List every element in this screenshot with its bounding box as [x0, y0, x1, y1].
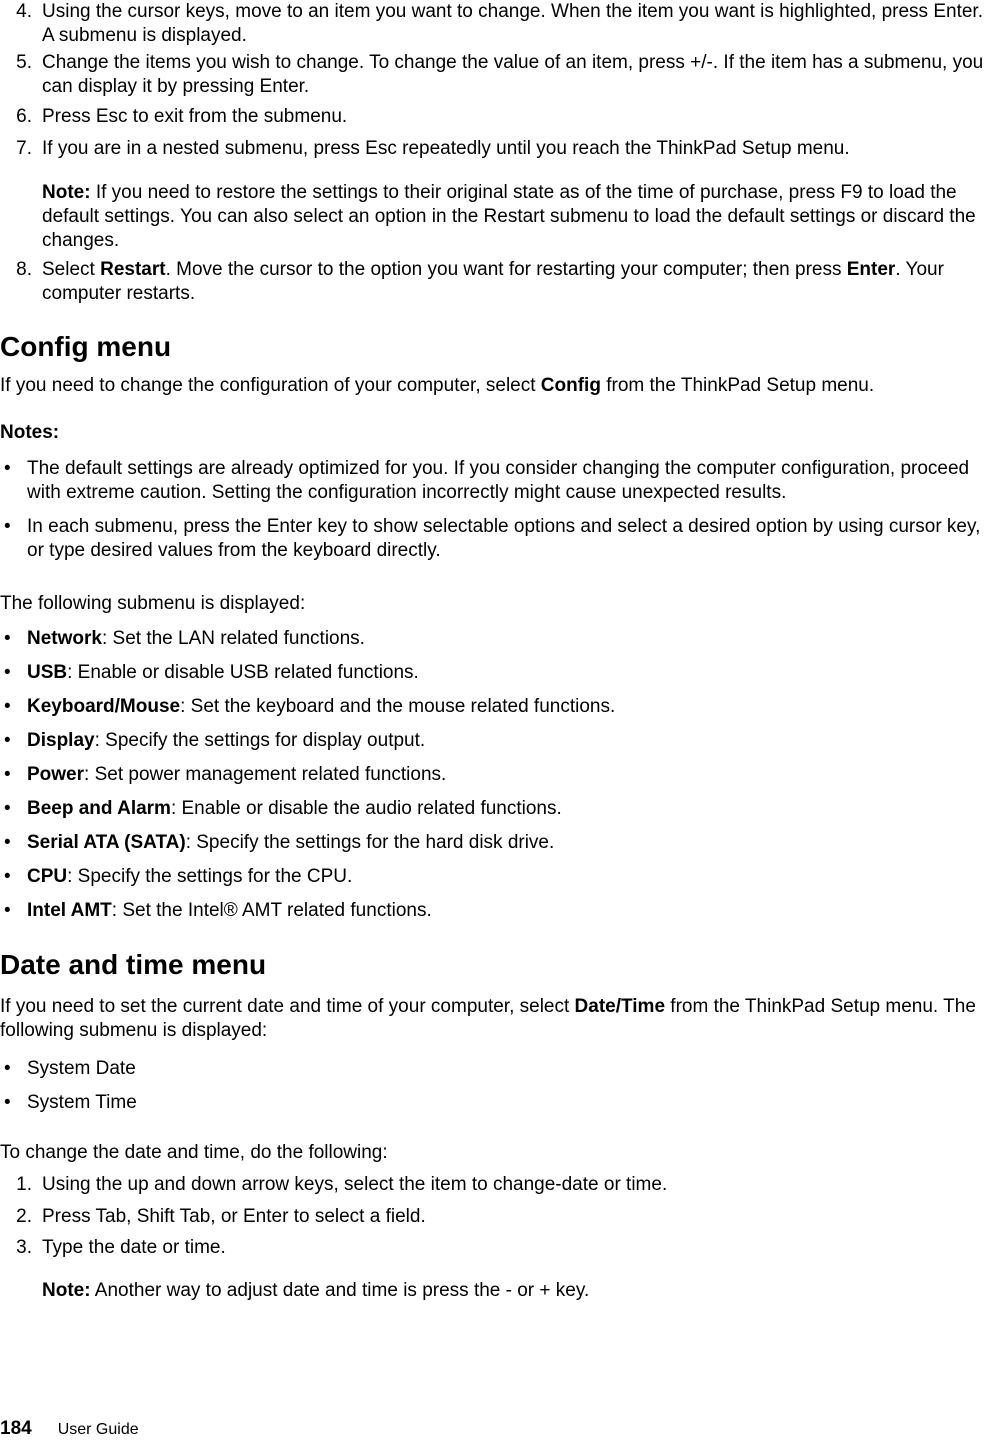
page-number: 184: [0, 1418, 32, 1439]
bullet-dot: •: [4, 866, 11, 887]
submenu-intro: The following submenu is displayed:: [0, 593, 306, 614]
submenu-item-text: [27, 831, 995, 855]
bullet-dot: •: [4, 458, 11, 479]
step-number: 1.: [16, 1174, 32, 1195]
submenu-item-text: [27, 695, 995, 719]
section-heading-datetime: Date and time menu: [0, 949, 267, 980]
bullet-dot: •: [4, 764, 11, 785]
submenu-item-text: [27, 627, 995, 651]
submenu-desc: : Specify the settings for the CPU.: [67, 866, 353, 887]
bullet-dot: •: [4, 1092, 11, 1113]
step-text: Press Tab, Shift Tab, or Enter to select a field.: [42, 1206, 426, 1227]
submenu-item-text: [27, 797, 995, 821]
step-number: 7.: [16, 138, 32, 159]
bullet-text: In each submenu, press the Enter key to show selectable options and select a desired option by using cursor key, or type desired values from the keyboard directly.: [27, 516, 981, 561]
submenu-desc: : Set the LAN related functions.: [101, 628, 365, 649]
bullet-dot: •: [4, 900, 11, 921]
submenu-name: Keyboard/Mouse: [27, 696, 181, 717]
bullet-dot: •: [4, 1058, 11, 1079]
note-label: Note:: [42, 1280, 91, 1301]
submenu-desc: : Enable or disable the audio related functions.: [170, 798, 562, 819]
submenu-name: Display: [27, 730, 95, 751]
submenu-item-text: [27, 899, 995, 923]
submenu-desc: : Specify the settings for display output.: [94, 730, 426, 751]
step-text-part: . Your computer restarts.: [42, 259, 944, 304]
config-intro: [0, 374, 995, 398]
submenu-desc: : Specify the settings for the hard disk drive.: [185, 832, 555, 853]
note-block: [42, 1279, 995, 1303]
intro-text: If you need to change the configuration of your computer, select: [0, 375, 541, 396]
submenu-name: CPU: [27, 866, 68, 887]
submenu-name: Network: [27, 628, 102, 649]
page-footer: [0, 1418, 139, 1441]
submenu-item-text: [27, 865, 995, 889]
submenu-desc: : Set the Intel® AMT related functions.: [111, 900, 432, 921]
submenu-name: Serial ATA (SATA): [27, 832, 186, 853]
config-keyword: Config: [540, 375, 601, 396]
submenu-desc: : Enable or disable USB related functions.: [67, 662, 419, 683]
bullet-dot: •: [4, 832, 11, 853]
notes-label: Notes:: [0, 422, 60, 443]
intro-text: from the ThinkPad Setup menu.: [600, 375, 875, 396]
step-text: Type the date or time.: [42, 1237, 226, 1258]
step-text-part: . Move the cursor to the option you want for restarting your computer; then press: [165, 259, 847, 280]
intro-text: If you need to set the current date and time of your computer, select: [0, 996, 575, 1017]
step-number: 8.: [16, 259, 32, 280]
step-text-part: Select: [42, 259, 101, 280]
datetime-item-text: System Time: [27, 1092, 137, 1113]
note-text: Another way to adjust date and time is press the - or + key.: [90, 1280, 590, 1301]
bullet-text: The default settings are already optimized for you. If you consider changing the computer configuration, proceed with extreme caution. Setting the configuration incorrectly might cause unexpected results.: [27, 458, 970, 503]
submenu-name: Intel AMT: [27, 900, 112, 921]
step-number: 6.: [16, 106, 32, 127]
guide-title: User Guide: [57, 1421, 139, 1438]
step-text: Change the items you wish to change. To change the value of an item, press +/-. If the item has a submenu, you can display it by pressing Enter.: [42, 52, 984, 97]
bullet-dot: •: [4, 662, 11, 683]
submenu-item-text: [27, 661, 995, 685]
enter-keyword: Enter: [846, 259, 896, 280]
step-number: 5.: [16, 52, 32, 73]
datetime-keyword: Date/Time: [574, 996, 666, 1017]
restart-keyword: Restart: [100, 259, 166, 280]
submenu-name: Power: [27, 764, 85, 785]
submenu-name: Beep and Alarm: [27, 798, 171, 819]
submenu-desc: : Set the keyboard and the mouse related functions.: [180, 696, 616, 717]
submenu-name: USB: [27, 662, 68, 683]
datetime-howto: To change the date and time, do the following:: [0, 1142, 388, 1163]
step-text: [42, 258, 995, 306]
step-number: 3.: [16, 1237, 32, 1258]
step-number: 2.: [16, 1206, 32, 1227]
note-block: [42, 181, 995, 253]
bullet-dot: •: [4, 628, 11, 649]
step-text: Using the up and down arrow keys, select the item to change-date or time.: [42, 1174, 668, 1195]
intro-text: from the ThinkPad Setup menu. The following submenu is displayed:: [0, 996, 976, 1041]
step-text: If you are in a nested submenu, press Esc repeatedly until you reach the ThinkPad Setup menu.: [42, 138, 850, 159]
submenu-item-text: [27, 729, 995, 753]
submenu-desc: : Set power management related functions.: [84, 764, 447, 785]
bullet-dot: •: [4, 696, 11, 717]
note-text: If you need to restore the settings to their original state as of the time of purchase, press F9 to load the default settings. You can also select an option in the Restart submenu to load the default settings or discard the changes.: [42, 182, 976, 251]
step-number: 4.: [16, 1, 32, 22]
datetime-item-text: System Date: [27, 1058, 136, 1079]
note-label: Note:: [42, 182, 91, 203]
step-text: Using the cursor keys, move to an item you want to change. When the item you want is highlighted, press Enter. A submenu is displayed.: [42, 1, 983, 46]
submenu-item-text: [27, 763, 995, 787]
step-text: Press Esc to exit from the submenu.: [42, 106, 348, 127]
bullet-dot: •: [4, 516, 11, 537]
datetime-intro: [0, 995, 995, 1043]
bullet-dot: •: [4, 730, 11, 751]
bullet-dot: •: [4, 798, 11, 819]
section-heading-config: Config menu: [0, 331, 172, 362]
